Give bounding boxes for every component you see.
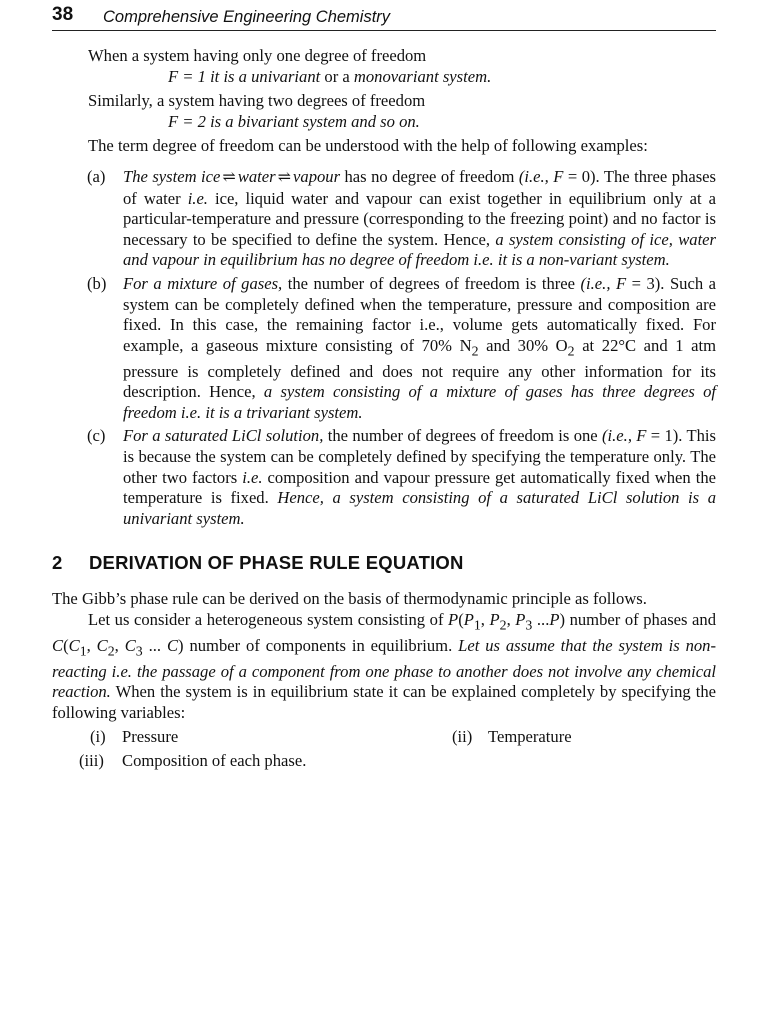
- page-number: 38: [52, 4, 74, 25]
- example-item-c: (c) For a saturated LiCl solution, the number of degrees of freedom is one (i.e., F = 1). This is because the system can be completely defined by specifying the temperature only. The other two factors i.e. composition and vapour pressure get automatically fixed when the temperature is fixed. Hence, a system consisting of a saturated LiCl solution is a univariant system.: [87, 426, 716, 528]
- example-item-a: (a) The system ice ⇌ water ⇌ vapour has no degree of freedom (i.e., F = 0). The three phases of water i.e. ice, liquid water and vapour can exist together in equilibrium only at a particular-temperature and pressure (corresponding to the freezing point) and no factor is necessary to be specified to define the system. Hence, a system consisting of ice, water and vapour in equilibrium has no degree of freedom i.e. it is a non-variant system.: [87, 166, 716, 270]
- intro-line-1: When a system having only one degree of freedom: [88, 46, 427, 65]
- book-title: Comprehensive Engineering Chemistry: [103, 8, 391, 26]
- derivation-paragraph-1: The Gibb’s phase rule can be derived on the basis of thermodynamic principle as follows.: [52, 589, 647, 609]
- section-title: DERIVATION OF PHASE RULE EQUATION: [89, 552, 464, 574]
- variable-item: (iii) Composition of each phase.: [79, 750, 307, 770]
- example-label: (a): [87, 166, 106, 186]
- intro-paragraph: The term degree of freedom can be understood with the help of following examples:: [88, 136, 648, 156]
- variables-list: [52, 727, 716, 775]
- section-number: 2: [52, 552, 63, 574]
- equilibrium-arrow-icon: ⇌: [277, 168, 292, 186]
- page-body: [52, 46, 716, 775]
- example-label: (b): [87, 273, 107, 293]
- example-item-b: (b) For a mixture of gases, the number of degrees of freedom is three (i.e., F = 3). Such a system can be completely defined when the temperature, pressure and composition are fixed. In this case, the remaining factor i.e., volume gets automatically fixed. For example, a gaseous mixture consisting of 70% $N_2$ and 30% $O_2$ at 22°C and 1 atm pressure is completely defined and does not require any other information for its description. Hence, a system consisting of a mixture of gases has three degrees of freedom i.e. it is a trivariant system.: [87, 273, 717, 422]
- variable-item: (i) Pressure: [90, 726, 179, 746]
- intro-line-2: F = 1 it is a univariant or a monovariant system.: [168, 66, 492, 86]
- section-heading: [52, 551, 716, 575]
- page-header: [52, 4, 716, 31]
- equilibrium-arrow-icon: ⇌: [222, 168, 236, 186]
- variable-item: (ii) Temperature: [452, 726, 572, 746]
- intro-line-4: F = 2 is a bivariant system and so on.: [168, 111, 420, 131]
- intro-line-3: Similarly, a system having two degrees of freedom: [88, 91, 426, 111]
- derivation-paragraph-2: Let us consider a heterogeneous system consisting of $P(P_1$, $P_2$, $P_3$ ...P) number of phases and $C(C_1$, $C_2$, $C_3$ ... C) number of components in equilibrium. Let us assume that the system is non-reacting i.e. the passage of a component from one phase to another does not involve any chemical reaction. When the system is in equilibrium state it can be explained completely by specifying the following variables:: [52, 609, 717, 722]
- example-label: (c): [87, 426, 106, 446]
